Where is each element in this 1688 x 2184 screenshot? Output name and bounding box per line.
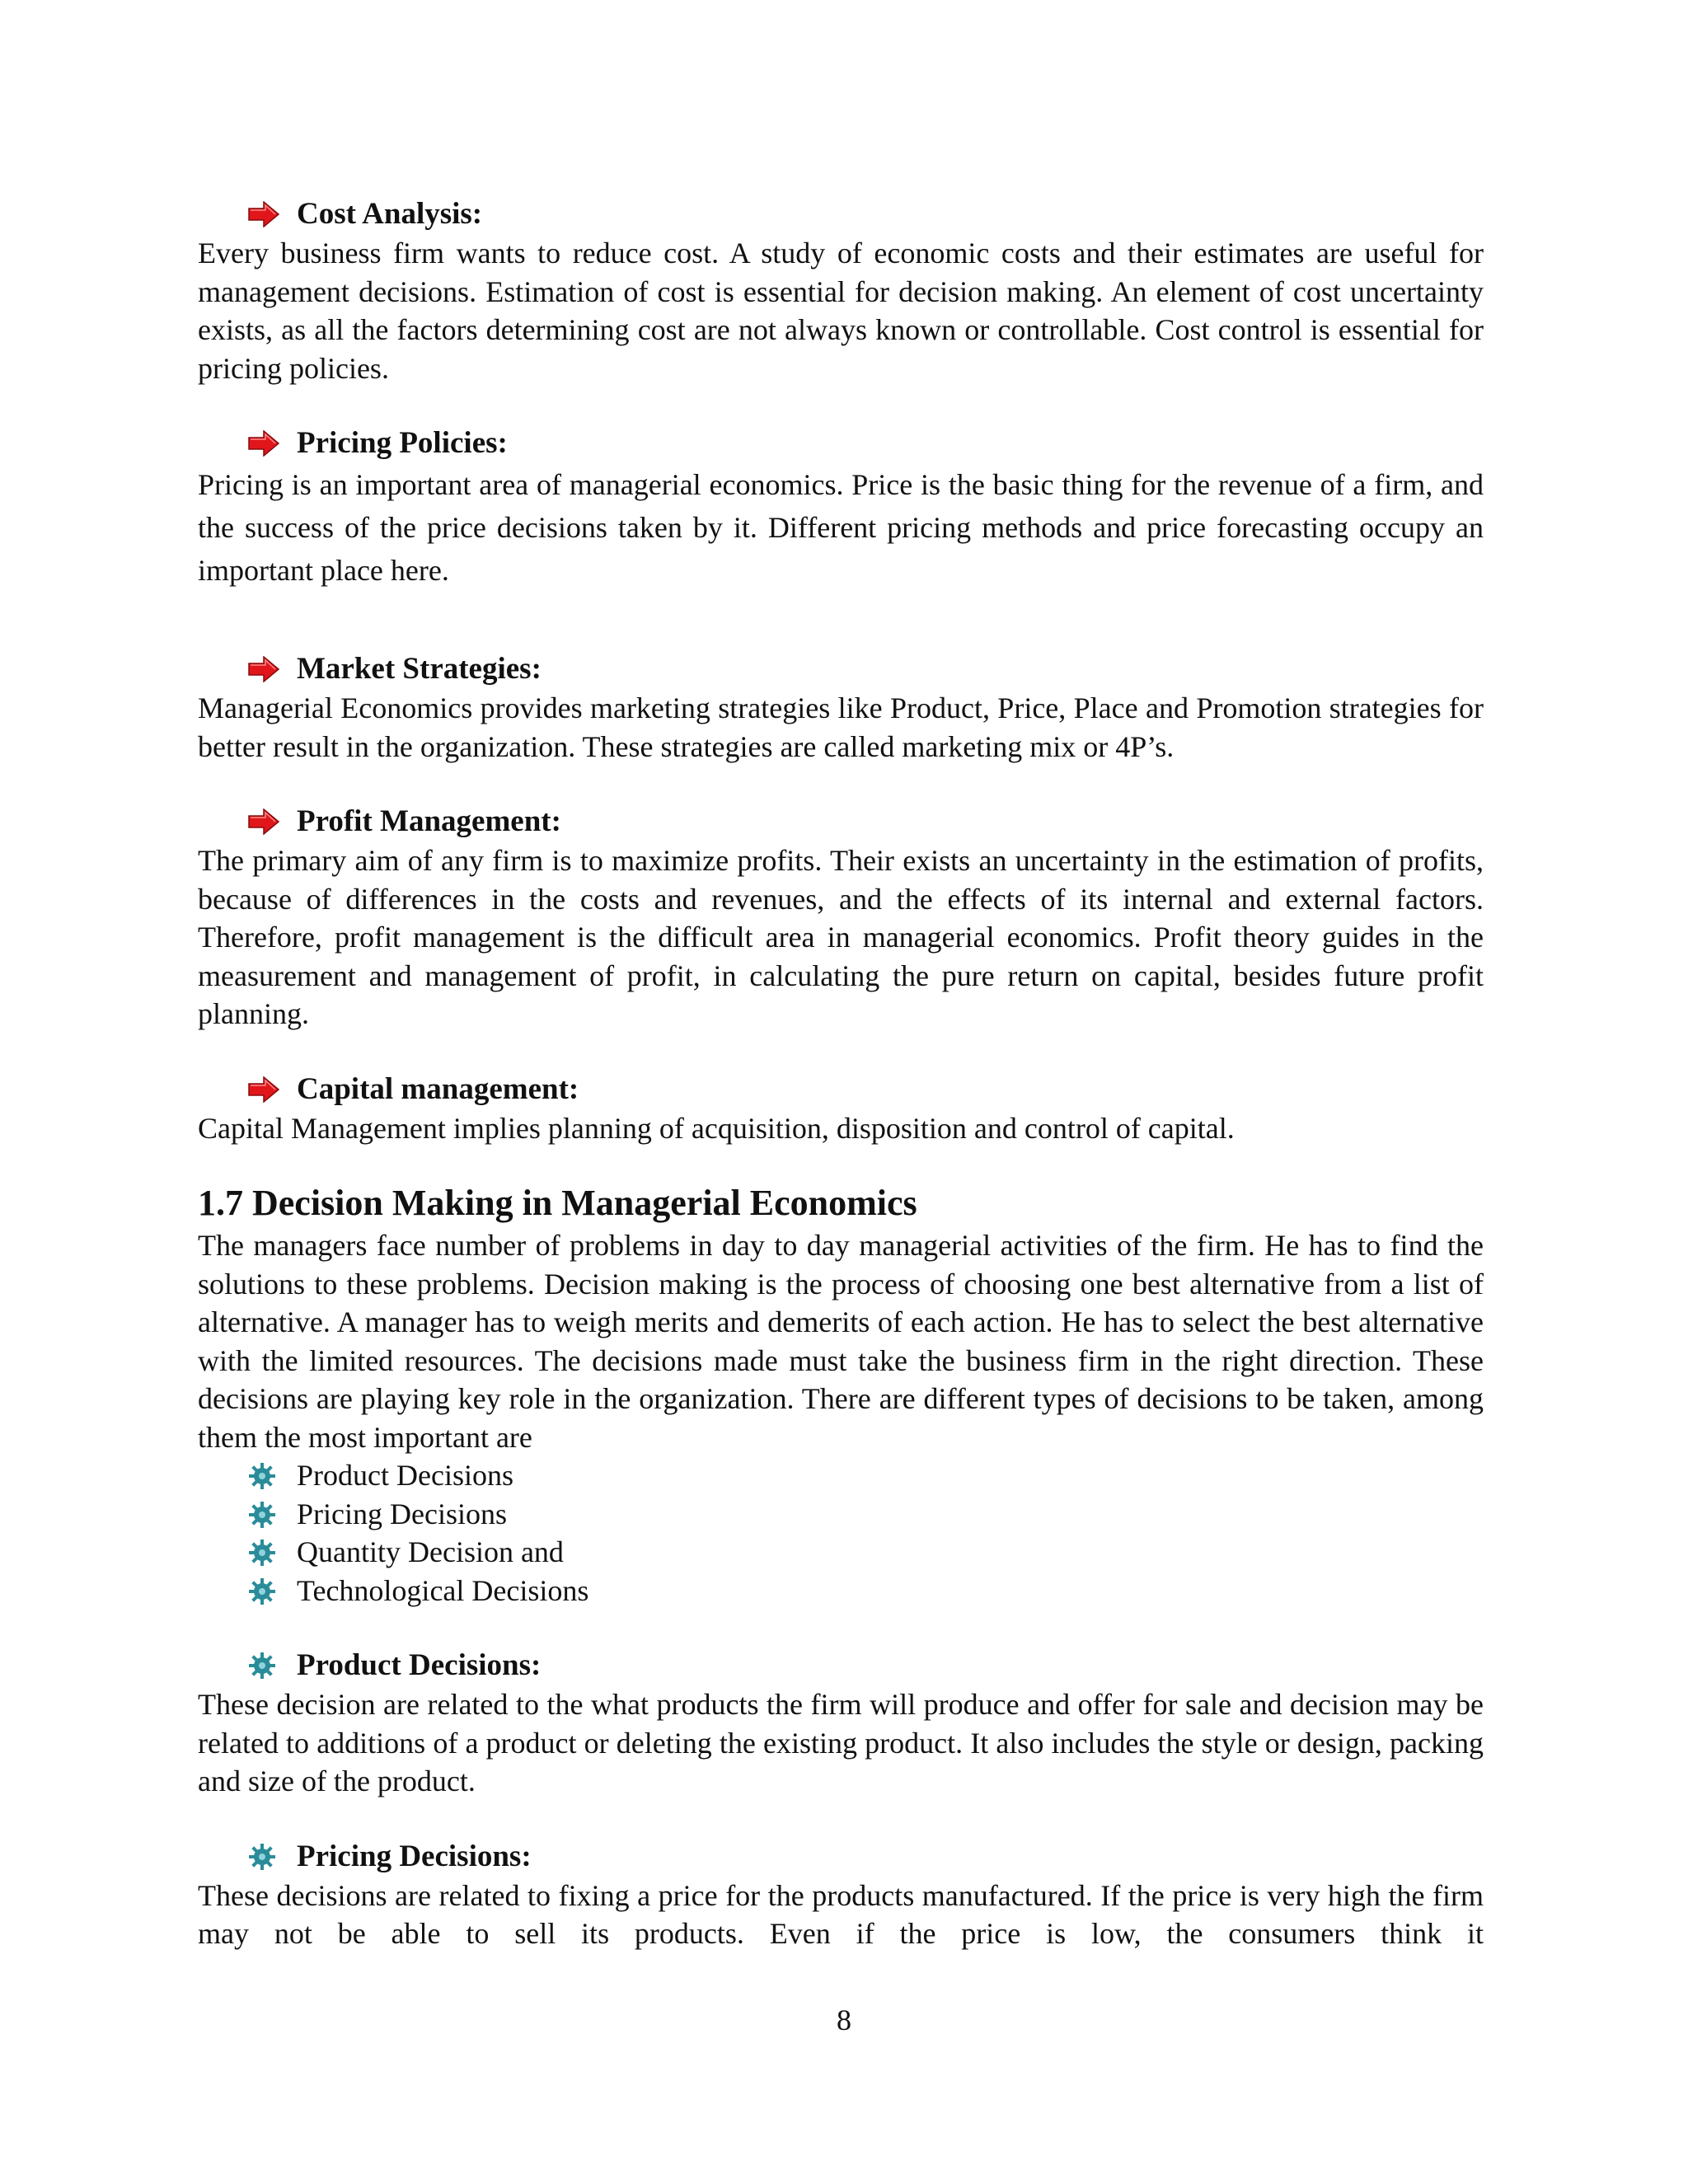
list-item — [198, 1456, 1484, 1495]
decision-types-list — [198, 1456, 1484, 1610]
section-heading — [198, 802, 1484, 841]
section-decision-making — [198, 1180, 1484, 1610]
teal-gear-icon — [247, 1500, 277, 1530]
subsection-product-decisions — [198, 1646, 1484, 1801]
red-arrow-icon — [247, 201, 280, 227]
page-number: 8 — [837, 2004, 851, 2036]
section-heading — [198, 1646, 1484, 1685]
heading-text: Product Decisions: — [297, 1648, 542, 1682]
heading-text: Capital management: — [297, 1071, 579, 1106]
section-heading — [198, 1837, 1484, 1877]
teal-gear-icon — [247, 1538, 277, 1568]
red-arrow-icon — [247, 430, 280, 457]
list-item-text: Pricing Decisions — [297, 1497, 507, 1530]
heading-text: Pricing Decisions: — [297, 1839, 532, 1873]
list-item-text: Technological Decisions — [297, 1573, 589, 1607]
teal-gear-icon — [247, 1461, 277, 1491]
section-body: Managerial Economics provides marketing strategies like Product, Price, Place and Promotion strategies for better result in the organization. These strategies are called marketing mix or 4P’s. — [198, 691, 1484, 763]
section-heading — [198, 424, 1484, 463]
section-heading — [198, 1070, 1484, 1109]
red-arrow-icon — [247, 808, 280, 835]
section-capital-management — [198, 1070, 1484, 1148]
section-body: These decisions are related to fixing a price for the products manufactured. If the price is very high the firm may not be able to sell its products. Even if the price is low, the consumers think it — [198, 1878, 1484, 1950]
section-profit-management — [198, 802, 1484, 1033]
list-item-text: Product Decisions — [297, 1459, 513, 1492]
list-item — [198, 1495, 1484, 1534]
section-body: Pricing is an important area of managerial economics. Price is the basic thing for the revenue of a firm, and the success of the price decisions taken by it. Different pricing methods and price forecasting occupy an important place here. — [198, 468, 1484, 587]
section-body: Capital Management implies planning of acquisition, disposition and control of capital. — [198, 1111, 1235, 1145]
section-body: The primary aim of any firm is to maximize profits. Their exists an uncertainty in the estimation of profits, because of differences in the costs and revenues, and the effects of its internal and external factors. Therefore, profit management is the difficult area in managerial economics. Profit theory guides in the measurement and management of profit, in calculating the pure return on capital, besides future profit planning. — [198, 844, 1484, 1030]
heading-text: Market Strategies: — [297, 652, 542, 686]
teal-gear-icon — [247, 1577, 277, 1606]
red-arrow-icon — [247, 656, 280, 682]
teal-gear-icon — [247, 1651, 277, 1680]
section-body: Every business firm wants to reduce cost. A study of economic costs and their estimates are useful for management decisions. Estimation of cost is essential for decision making. An element of cost uncertainty exists, as all the factors determining cost are not always known or controllable. Cost control is essential for pricing policies. — [198, 237, 1484, 385]
heading-text: Pricing Policies: — [297, 426, 508, 460]
document-page — [198, 194, 1484, 1953]
section-pricing-policies — [198, 424, 1484, 592]
section-body: These decision are related to the what products the firm will produce and offer for sale and decision may be related to additions of a product or deleting the existing product. It also includes the style or design, packing and size of the product. — [198, 1688, 1484, 1797]
section-body: The managers face number of problems in day to day managerial activities of the firm. He has to find the solutions to these problems. Decision making is the process of choosing one best alternative from a list of alternative. A manager has to weigh merits and demerits of each action. He has to select the best alternative with the limited resources. The decisions made must take the business firm in the right direction. These decisions are playing key role in the organization. There are different types of decisions to be taken, among them the most important are — [198, 1229, 1484, 1454]
heading-text: Profit Management: — [297, 804, 561, 838]
list-item — [198, 1533, 1484, 1572]
section-heading — [198, 649, 1484, 689]
teal-gear-icon — [247, 1842, 277, 1872]
subsection-pricing-decisions — [198, 1837, 1484, 1953]
list-item-text: Quantity Decision and — [297, 1535, 564, 1568]
section-market-strategies — [198, 649, 1484, 766]
section-heading — [198, 194, 1484, 234]
red-arrow-icon — [247, 1076, 280, 1103]
heading-text: Cost Analysis: — [297, 197, 483, 231]
section-cost-analysis — [198, 194, 1484, 387]
list-item — [198, 1572, 1484, 1610]
section-title: 1.7 Decision Making in Managerial Economics — [198, 1183, 917, 1223]
